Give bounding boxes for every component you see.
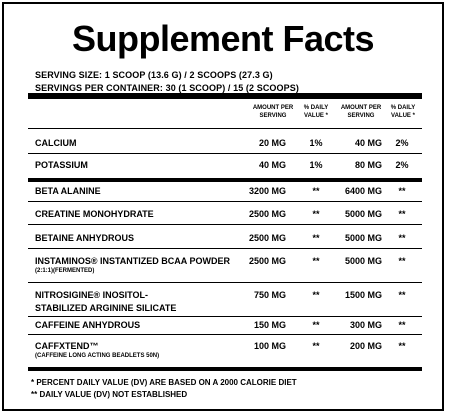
divider-row: [28, 153, 422, 154]
dv-1-scoop: **: [312, 290, 320, 300]
header-amount-1-line2: SERVING: [259, 113, 287, 119]
amount-2-scoops: 5000 MG: [344, 256, 382, 266]
nutrient-name: POTASSIUM: [35, 160, 88, 170]
amount-1-scoop: 750 MG: [253, 290, 286, 300]
ingredient-name: CAFFEINE ANHYDROUS: [35, 320, 141, 330]
amount-2-scoops: 5000 MG: [344, 209, 382, 219]
dv-2-scoops: 2%: [395, 138, 409, 148]
amount-1-scoop: 100 MG: [253, 341, 286, 351]
servings-per-container: SERVINGS PER CONTAINER: 30 (1 SCOOP) / 15 (2 SCOOPS): [35, 83, 299, 93]
dv-2-scoops: **: [398, 233, 406, 243]
footnote-not-established: ** DAILY VALUE (DV) NOT ESTABLISHED: [31, 390, 188, 399]
ingredient-name: BETAINE ANHYDROUS: [35, 233, 135, 243]
amount-1-scoop: 150 MG: [253, 320, 286, 330]
divider-header: [28, 128, 422, 129]
header-amount-2: [336, 104, 386, 120]
dv-2-scoops: **: [398, 290, 406, 300]
dv-1-scoop: **: [312, 256, 320, 266]
divider-thick-bottom: [28, 367, 422, 371]
ingredient-name: CREATINE MONOHYDRATE: [35, 209, 154, 219]
dv-1-scoop: **: [312, 209, 320, 219]
divider-row: [28, 201, 422, 202]
amount-1-scoop: 2500 MG: [248, 233, 286, 243]
dv-2-scoops: **: [398, 186, 406, 196]
amount-2-scoops: 6400 MG: [344, 186, 382, 196]
ingredient-subtext: (CAFFEINE LONG ACTING BEADLETS 50N): [35, 353, 160, 359]
dv-1-scoop: 1%: [309, 160, 323, 170]
header-dv-2-line1: % DAILY: [390, 105, 416, 111]
header-amount-2-line2: SERVING: [347, 113, 375, 119]
footnote-daily-value: * PERCENT DAILY VALUE (DV) ARE BASED ON A 2000 CALORIE DIET: [31, 378, 297, 387]
amount-1-scoop: 20 MG: [258, 138, 286, 148]
header-dv-2-line2: VALUE *: [391, 113, 415, 119]
divider-thick-mid: [28, 178, 422, 182]
dv-1-scoop: **: [312, 233, 320, 243]
dv-2-scoops: **: [398, 320, 406, 330]
dv-2-scoops: **: [398, 209, 406, 219]
divider-row: [28, 334, 422, 335]
divider-row: [28, 316, 422, 317]
header-amount-2-line1: AMOUNT PER: [340, 105, 382, 111]
amount-1-scoop: 2500 MG: [248, 209, 286, 219]
amount-2-scoops: 200 MG: [349, 341, 382, 351]
ingredient-name: BETA ALANINE: [35, 186, 101, 196]
amount-1-scoop: 2500 MG: [248, 256, 286, 266]
dv-2-scoops: 2%: [395, 160, 409, 170]
amount-2-scoops: 300 MG: [349, 320, 382, 330]
ingredient-name: NITROSIGINE® INOSITOL-: [35, 290, 148, 300]
header-amount-1-line1: AMOUNT PER: [252, 105, 294, 111]
ingredient-name: CAFFXTEND™: [35, 341, 99, 351]
dv-1-scoop: **: [312, 186, 320, 196]
header-dv-1-line1: % DAILY: [303, 105, 329, 111]
dv-1-scoop: **: [312, 341, 320, 351]
divider-row: [28, 224, 422, 225]
dv-1-scoop: **: [312, 320, 320, 330]
divider-row: [28, 248, 422, 249]
ingredient-name: INSTAMINOS® INSTANTIZED BCAA POWDER: [35, 256, 230, 266]
dv-2-scoops: **: [398, 256, 406, 266]
header-dv-1: [298, 104, 334, 120]
amount-2-scoops: 40 MG: [354, 138, 382, 148]
amount-1-scoop: 40 MG: [258, 160, 286, 170]
divider-row: [28, 282, 422, 283]
header-dv-1-line2: VALUE *: [304, 113, 328, 119]
ingredient-name-line2: STABILIZED ARGININE SILICATE: [35, 303, 177, 313]
header-dv-2: [386, 104, 420, 120]
ingredient-subtext: (2:1:1)(FERMENTED): [35, 268, 95, 274]
dv-1-scoop: 1%: [309, 138, 323, 148]
nutrient-name: CALCIUM: [35, 138, 77, 148]
divider-thick-top: [28, 93, 422, 99]
amount-1-scoop: 3200 MG: [248, 186, 286, 196]
dv-2-scoops: **: [398, 341, 406, 351]
panel-title: Supplement Facts: [71, 18, 375, 59]
amount-2-scoops: 80 MG: [354, 160, 382, 170]
serving-size: SERVING SIZE: 1 SCOOP (13.6 G) / 2 SCOOPS (27.3 G): [35, 70, 273, 80]
header-amount-1: [250, 104, 296, 120]
amount-2-scoops: 1500 MG: [344, 290, 382, 300]
amount-2-scoops: 5000 MG: [344, 233, 382, 243]
